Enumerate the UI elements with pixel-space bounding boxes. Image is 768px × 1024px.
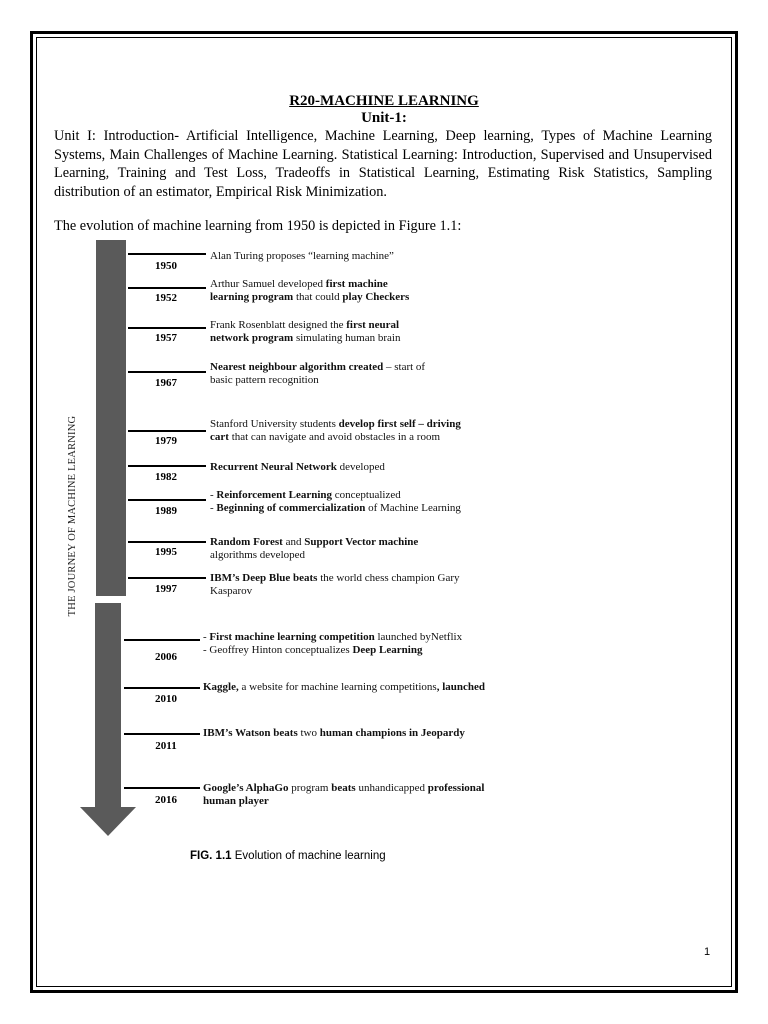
timeline-event-2016-line-2: human player: [203, 795, 269, 807]
timeline-event-1982-line-1: Recurrent Neural Network developed: [210, 461, 385, 473]
timeline-year-1957: 1957: [155, 332, 177, 344]
timeline-event-1967-line-2: basic pattern recognition: [210, 374, 319, 386]
timeline-event-1952-line-2: learning program that could play Checkers: [210, 291, 410, 303]
timeline-year-2006: 2006: [155, 651, 177, 663]
timeline-year-1950: 1950: [155, 260, 177, 272]
timeline-year-2011: 2011: [155, 740, 177, 752]
timeline-vertical-label: THE JOURNEY OF MACHINE LEARNING: [67, 415, 78, 617]
timeline-year-1995: 1995: [155, 546, 177, 558]
timeline-arrow-lower: [80, 603, 136, 836]
timeline-event-1997-line-2: Kasparov: [210, 585, 253, 597]
timeline-event-1997-line-1: IBM’s Deep Blue beats the world chess champion Gary: [210, 572, 460, 584]
timeline-event-1957-line-2: network program simulating human brain: [210, 332, 401, 344]
timeline-event-1989-line-1: - Reinforcement Learning conceptualized: [210, 489, 401, 501]
timeline-year-1997: 1997: [155, 583, 177, 595]
timeline-event-2010-line-1: Kaggle, a website for machine learning competitions, launched: [203, 681, 485, 693]
timeline-event-1950-line-1: Alan Turing proposes “learning machine”: [210, 250, 394, 262]
figure-caption-label: FIG. 1.1: [190, 850, 232, 862]
intro-sentence: The evolution of machine learning from 1950 is depicted in Figure 1.1:: [54, 218, 462, 234]
timeline-event-1957-line-1: Frank Rosenblatt designed the first neural: [210, 319, 400, 331]
unit-description: Unit I: Introduction- Artificial Intelligence, Machine Learning, Deep learning, Types of Machine Learning Systems, Main Challenges of Machine Learning. Statistical Learning: Introduction, Supervised and Unsupervised Learning, Training and Test Loss, Tradeoffs in Statistical Learning, Estimating Risk Statistics, Sampling distribution of an estimator, Empirical Risk Minimization.: [54, 128, 712, 200]
timeline-bar-upper: [96, 240, 126, 596]
document-title: R20-MACHINE LEARNING: [289, 93, 479, 109]
timeline-event-1979-line-2: cart that can navigate and avoid obstacles in a room: [210, 431, 441, 443]
figure-caption: [190, 850, 386, 862]
timeline-year-2010: 2010: [155, 693, 177, 705]
timeline-event-1952-line-1: Arthur Samuel developed first machine: [210, 278, 388, 290]
timeline-year-1952: 1952: [155, 292, 177, 304]
timeline-event-2006-line-1: - First machine learning competition launched byNetflix: [203, 631, 463, 643]
timeline-event-1967-line-1: Nearest neighbour algorithm created – start of: [210, 361, 426, 373]
timeline-year-1967: 1967: [155, 377, 177, 389]
timeline-event-1989-line-2: - Beginning of commercialization of Machine Learning: [210, 502, 461, 514]
timeline-event-2006-line-2: - Geoffrey Hinton conceptualizes Deep Learning: [203, 644, 423, 656]
timeline-year-1979: 1979: [155, 435, 177, 447]
unit-heading: Unit-1:: [361, 110, 407, 126]
timeline-year-1989: 1989: [155, 505, 177, 517]
timeline-year-2016: 2016: [155, 794, 177, 806]
page-number: 1: [704, 946, 711, 958]
timeline-event-2011-line-1: IBM’s Watson beats two human champions in Jeopardy: [203, 727, 465, 739]
timeline-event-1979-line-1: Stanford University students develop first self – driving: [210, 418, 461, 430]
timeline-event-1995-line-1: Random Forest and Support Vector machine: [210, 536, 419, 548]
figure-caption-text: Evolution of machine learning: [234, 850, 386, 862]
timeline-year-1982: 1982: [155, 471, 177, 483]
timeline-event-2016-line-1: Google’s AlphaGo program beats unhandicapped professional: [203, 782, 485, 794]
timeline-event-1995-line-2: algorithms developed: [210, 549, 306, 561]
